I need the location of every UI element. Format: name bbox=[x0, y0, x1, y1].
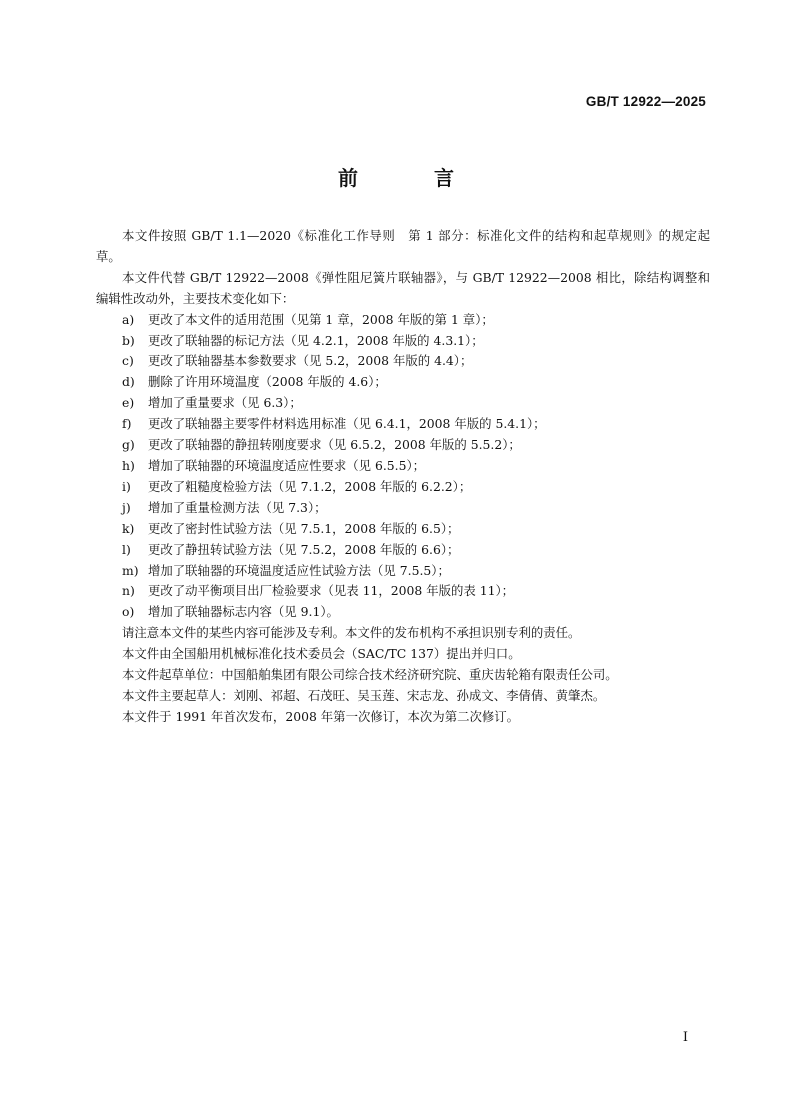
item-text: 更改了联轴器的静扭转刚度要求（见 6.5.2，2008 年版的 5.5.2）； bbox=[148, 437, 521, 453]
publication-history: 本文件于 1991 年首次发布，2008 年第一次修订，本次为第二次修订。 bbox=[122, 708, 520, 724]
item-label: l) bbox=[122, 541, 131, 557]
page-number: I bbox=[682, 1030, 688, 1045]
drafting-units: 本文件起草单位：中国船舶集团有限公司综合技术经济研究院、重庆齿轮箱有限责任公司。 bbox=[122, 667, 618, 683]
item-text: 更改了密封性试验方法（见 7.5.1，2008 年版的 6.5）； bbox=[148, 520, 460, 536]
list-item bbox=[96, 602, 710, 623]
item-label: e) bbox=[122, 395, 135, 411]
list-item bbox=[96, 540, 710, 561]
item-text: 增加了联轴器标志内容（见 9.1）。 bbox=[148, 604, 339, 620]
list-item bbox=[96, 498, 710, 519]
item-text: 更改了联轴器基本参数要求（见 5.2，2008 年版的 4.4）； bbox=[148, 353, 473, 369]
list-item bbox=[96, 310, 710, 331]
item-label: a) bbox=[122, 311, 135, 327]
item-label: b) bbox=[122, 332, 135, 348]
list-item bbox=[96, 393, 710, 414]
list-item bbox=[96, 372, 710, 393]
item-label: j) bbox=[122, 499, 131, 515]
foreword-body bbox=[96, 226, 710, 728]
item-label: i) bbox=[122, 478, 131, 494]
item-label: k) bbox=[122, 520, 135, 536]
item-label: o) bbox=[122, 604, 135, 620]
list-item bbox=[96, 456, 710, 477]
list-item bbox=[96, 581, 710, 602]
drafters: 本文件主要起草人：刘刚、祁超、石茂旺、吴玉莲、宋志龙、孙成文、李倩倩、黄肇杰。 bbox=[122, 687, 606, 703]
item-label: h) bbox=[122, 457, 135, 473]
item-label: d) bbox=[122, 374, 135, 390]
item-text: 更改了本文件的适用范围（见第 1 章，2008 年版的第 1 章）； bbox=[148, 311, 494, 327]
list-item bbox=[96, 414, 710, 435]
list-item bbox=[96, 561, 710, 582]
intro-paragraph: 本文件代替 GB/T 12922—2008《弹性阻尼簧片联轴器》，与 GB/T 12922—2008 相比，除结构调整和编辑性改动外，主要技术变化如下： bbox=[96, 269, 710, 306]
item-text: 删除了许用环境温度（2008 年版的 4.6）； bbox=[148, 374, 387, 390]
list-item bbox=[96, 435, 710, 456]
item-text: 更改了动平衡项目出厂检验要求（见表 11，2008 年版的表 11）； bbox=[148, 583, 515, 599]
item-text: 更改了联轴器的标记方法（见 4.2.1，2008 年版的 4.3.1）； bbox=[148, 332, 484, 348]
item-label: g) bbox=[122, 437, 135, 453]
item-text: 增加了重量检测方法（见 7.3）； bbox=[148, 499, 327, 515]
item-text: 更改了联轴器主要零件材料选用标准（见 6.4.1，2008 年版的 5.4.1）； bbox=[148, 416, 546, 432]
standard-code: GB/T 12922—2025 bbox=[585, 94, 706, 109]
item-label: m) bbox=[122, 562, 139, 578]
changes-list bbox=[96, 310, 710, 624]
list-item bbox=[96, 477, 710, 498]
list-item bbox=[96, 519, 710, 540]
item-text: 更改了静扭转试验方法（见 7.5.2，2008 年版的 6.6）； bbox=[148, 541, 460, 557]
item-text: 增加了联轴器的环境温度适应性试验方法（见 7.5.5）； bbox=[148, 562, 450, 578]
item-text: 增加了重量要求（见 6.3）； bbox=[148, 395, 302, 411]
item-label: f) bbox=[122, 416, 132, 432]
item-text: 增加了联轴器的环境温度适应性要求（见 6.5.5）； bbox=[148, 457, 426, 473]
patent-notice: 请注意本文件的某些内容可能涉及专利。本文件的发布机构不承担识别专利的责任。 bbox=[122, 625, 581, 641]
item-label: c) bbox=[122, 353, 134, 369]
intro-paragraph: 本文件按照 GB/T 1.1—2020《标准化工作导则 第 1 部分：标准化文件的结构和起草规则》的规定起草。 bbox=[96, 228, 710, 264]
item-text: 更改了粗糙度检验方法（见 7.1.2，2008 年版的 6.2.2）； bbox=[148, 478, 472, 494]
page-title: 前 言 bbox=[338, 166, 482, 190]
item-label: n) bbox=[122, 583, 135, 599]
list-item bbox=[96, 351, 710, 372]
list-item bbox=[96, 331, 710, 352]
proposer-statement: 本文件由全国船用机械标准化技术委员会（SAC/TC 137）提出并归口。 bbox=[122, 646, 521, 662]
